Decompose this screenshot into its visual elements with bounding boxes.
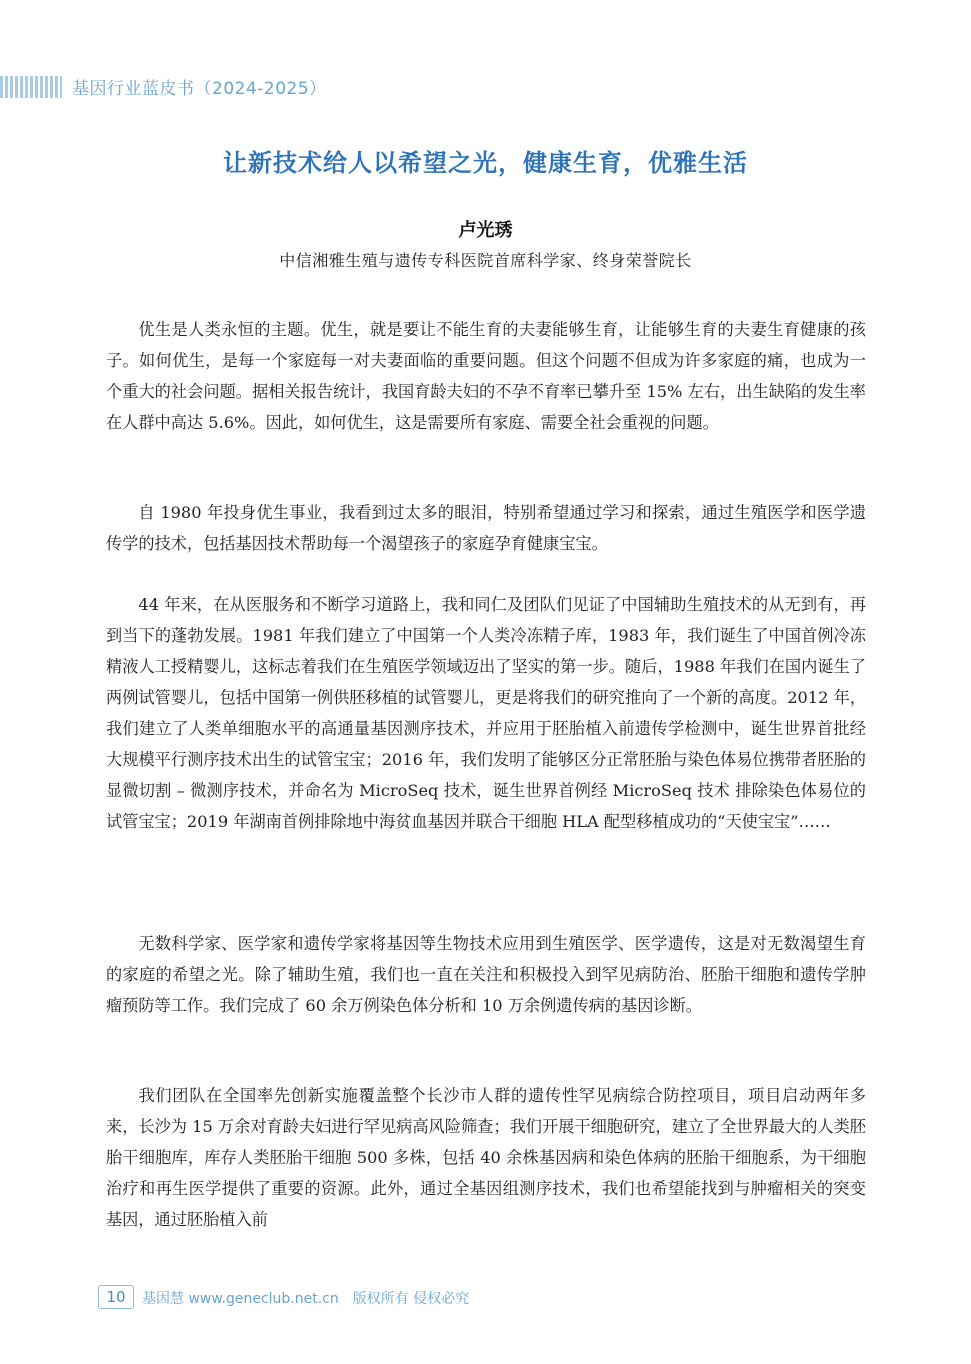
header-decoration <box>0 76 62 98</box>
article-title: 让新技术给人以希望之光，健康生育，优雅生活 <box>223 149 748 177</box>
author-name: 卢光琇 <box>458 220 513 241</box>
paragraph: 自 1980 年投身优生事业，我看到过太多的眼泪，特别希望通过学习和探索，通过生殖医学和医学遗传学的技术，包括基因技术帮助每一个渴望孩子的家庭孕育健康宝宝。 <box>106 503 866 553</box>
paragraph: 44 年来，在从医服务和不断学习道路上，我和同仁及团队们见证了中国辅助生殖技术的从无到有，再到当下的蓬勃发展。1981 年我们建立了中国第一个人类冷冻精子库，1983 年，我们诞生了中国首例冷冻精液人工授精婴儿，这标志着我们在生殖医学领域迈出了坚实的第一步。随后，1988 年我们在国内诞生了两例试管婴儿，包括中国第一例供胚移植的试管婴儿，更是将我们的研究推向了一个新的高度。2012 年，我们建立了人类单细胞水平的高通量基因测序技术，并应用于胚胎植入前遗传学检测中，诞生世界首批经大规模平行测序技术出生的试管宝宝；2016 年，我们发明了能够区分正常胚胎与染色体易位携带者胚胎的显微切割 – 微测序技术，并命名为 MicroSeq 技术，诞生世界首例经 MicroSeq 技术 排除染色体易位的试管宝宝；2019 年湖南首例排除地中海贫血基因并联合干细胞 HLA 配型移植成功的“天使宝宝”…… <box>106 595 866 831</box>
page-footer <box>98 1285 698 1311</box>
book-title: 基因行业蓝皮书（2024-2025） <box>72 79 327 99</box>
running-header <box>0 70 600 104</box>
page-number: 10 <box>98 1285 134 1309</box>
footer-site: 基因慧 www.geneclub.net.cn <box>142 1291 339 1307</box>
author-affiliation: 中信湘雅生殖与遗传专科医院首席科学家、终身荣誉院长 <box>279 251 692 270</box>
paragraph: 优生是人类永恒的主题。优生，就是要让不能生育的夫妻能够生育，让能够生育的夫妻生育健康的孩子。如何优生，是每一个家庭每一对夫妻面临的重要问题。但这个问题不但成为许多家庭的痛，也成为一个重大的社会问题。据相关报告统计，我国育龄夫妇的不孕不育率已攀升至 15% 左右，出生缺陷的发生率在人群中高达 5.6%。因此，如何优生，这是需要所有家庭、需要全社会重视的问题。 <box>106 320 866 432</box>
paragraph: 我们团队在全国率先创新实施覆盖整个长沙市人群的遗传性罕见病综合防控项目，项目启动两年多来，长沙为 15 万余对育龄夫妇进行罕见病高风险筛查；我们开展干细胞研究，建立了全世界最大的人类胚胎干细胞库，库存人类胚胎干细胞 500 多株，包括 40 余株基因病和染色体病的胚胎干细胞系，为干细胞治疗和再生医学提供了重要的资源。此外，通过全基因组测序技术，我们也希望能找到与肿瘤相关的突变基因，通过胚胎植入前 <box>106 1086 866 1229</box>
footer-text <box>142 1288 469 1308</box>
footer-rights: 版权所有 侵权必究 <box>352 1291 470 1307</box>
paragraph: 无数科学家、医学家和遗传学家将基因等生物技术应用到生殖医学、医学遗传，这是对无数渴望生育的家庭的希望之光。除了辅助生殖，我们也一直在关注和积极投入到罕见病防治、胚胎干细胞和遗传学肿瘤预防等工作。我们完成了 60 余万例染色体分析和 10 万余例遗传病的基因诊断。 <box>106 934 866 1015</box>
